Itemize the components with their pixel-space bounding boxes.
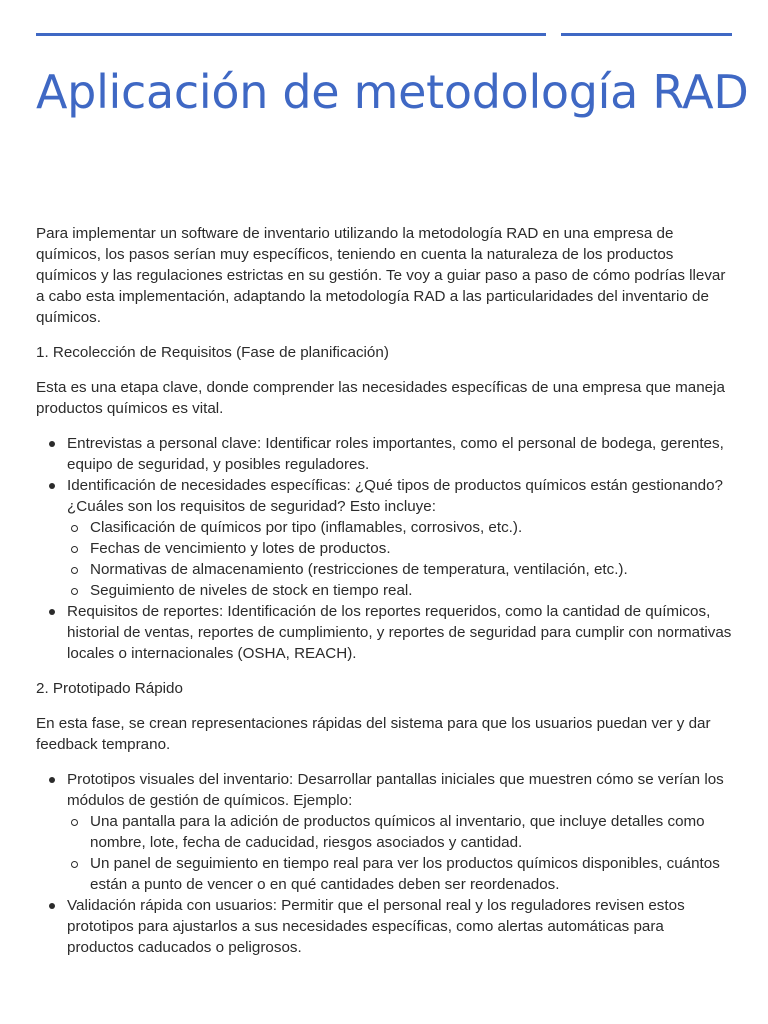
sub-list-item: Normativas de almacenamiento (restricciones de temperatura, ventilación, etc.). xyxy=(67,559,732,580)
section-1-heading: 1. Recolección de Requisitos (Fase de planificación) xyxy=(36,344,389,361)
sub-list-item: Un panel de seguimiento en tiempo real para ver los productos químicos disponibles, cuántos están a punto de vencer o en qué cantidades deben ser reordenados. xyxy=(67,853,732,895)
sub-list-item: Fechas de vencimiento y lotes de productos. xyxy=(67,538,732,559)
list-item: Requisitos de reportes: Identificación de los reportes requeridos, como la cantidad de químicos, historial de ventas, reportes de cumplimiento, y reportes de seguridad para cumplir con normativas locales o internacionales (OSHA, REACH). xyxy=(36,601,732,664)
list-item: Validación rápida con usuarios: Permitir que el personal real y los reguladores revisen estos prototipos para ajustarlos a sus necesidades específicas, como alertas automáticas para productos caducados o peligrosos. xyxy=(36,895,732,958)
sub-list-item: Una pantalla para la adición de productos químicos al inventario, que incluye detalles como nombre, lote, fecha de caducidad, riesgos asociados y cantidad. xyxy=(67,811,732,853)
document-body xyxy=(36,223,732,972)
sub-list-item: Seguimiento de niveles de stock en tiempo real. xyxy=(67,580,732,601)
list-item: Identificación de necesidades específicas: ¿Qué tipos de productos químicos están gestionando? ¿Cuáles son los requisitos de seguridad? Esto incluye: Clasificación de químicos por tipo (inflamables, corrosivos, etc.). Fechas de vencimiento y lotes de productos. Normativas de almacenamiento (restricciones de temperatura, ventilación, etc.). Seguimiento de niveles de stock en tiempo real. xyxy=(36,475,732,601)
top-rule-left xyxy=(36,33,546,36)
list-item: Entrevistas a personal clave: Identificar roles importantes, como el personal de bodega, gerentes, equipo de seguridad, y posibles reguladores. xyxy=(36,433,732,475)
section-2-heading: 2. Prototipado Rápido xyxy=(36,680,183,697)
section-1-list xyxy=(36,433,732,664)
page-title: Aplicación de metodología RAD xyxy=(36,65,749,119)
intro-paragraph: Para implementar un software de inventario utilizando la metodología RAD en una empresa de químicos, los pasos serían muy específicos, teniendo en cuenta la naturaleza de los productos químicos y las regulaciones estrictas en su gestión. Te voy a guiar paso a paso de cómo podrías llevar a cabo esta implementación, adaptando la metodología RAD a las particularidades del inventario de químicos. xyxy=(36,225,726,326)
section-2-list xyxy=(36,769,732,958)
top-rule-right xyxy=(561,33,732,36)
sub-list-item: Clasificación de químicos por tipo (inflamables, corrosivos, etc.). xyxy=(67,517,732,538)
sub-list xyxy=(67,517,732,601)
section-1-body: Esta es una etapa clave, donde comprender las necesidades específicas de una empresa que maneja productos químicos es vital. xyxy=(36,379,725,417)
section-2-body: En esta fase, se crean representaciones rápidas del sistema para que los usuarios puedan ver y dar feedback temprano. xyxy=(36,715,711,753)
list-item: Prototipos visuales del inventario: Desarrollar pantallas iniciales que muestren cómo se verían los módulos de gestión de químicos. Ejemplo: Una pantalla para la adición de productos químicos al inventario, que incluye detalles como nombre, lote, fecha de caducidad, riesgos asociados y cantidad. Un panel de seguimiento en tiempo real para ver los productos químicos disponibles, cuántos están a punto de vencer o en qué cantidades deben ser reordenados. xyxy=(36,769,732,895)
sub-list xyxy=(67,811,732,895)
